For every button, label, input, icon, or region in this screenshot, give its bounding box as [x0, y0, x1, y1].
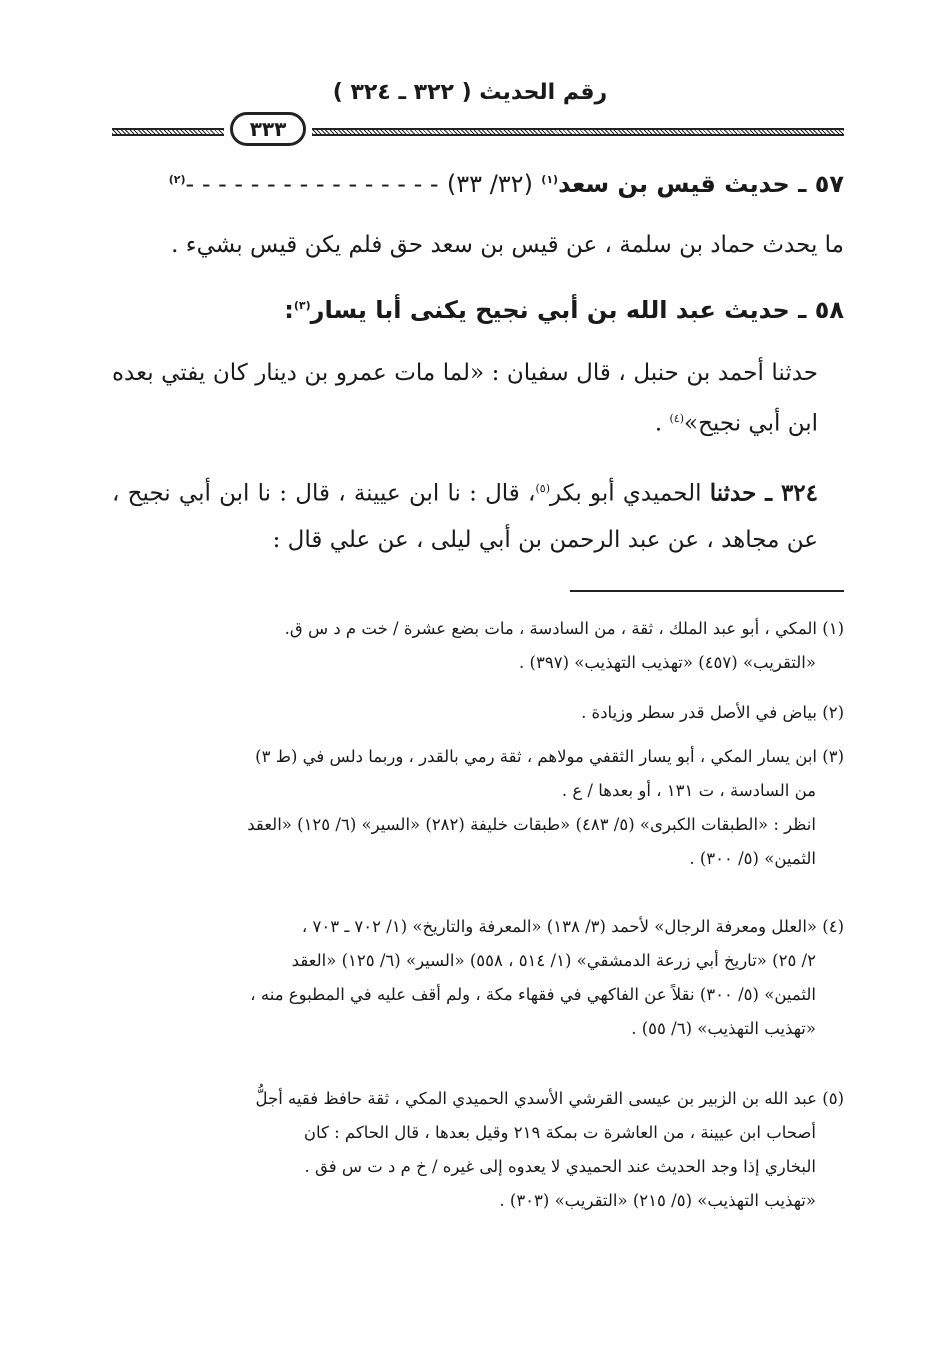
footnote-separator: [570, 590, 844, 592]
footnote-ref: (٢): [168, 173, 186, 186]
footnote-ref: (٥): [535, 482, 550, 495]
running-title: رقم الحديث ( ٣٢٢ ـ ٣٢٤ ): [332, 80, 608, 105]
footnote-line: «تهذيب التهذيب» (٥/ ٢١٥) «التقريب» (٣٠٣) .: [499, 1191, 816, 1210]
footnote-line: (٢) بياض في الأصل قدر سطر وزيادة .: [581, 703, 844, 722]
period: .: [654, 410, 663, 437]
footnote-3: [112, 740, 844, 876]
hadith-number: ٣٢٤ ـ حدثنا: [709, 479, 818, 507]
paragraph: [112, 350, 844, 447]
ornamental-rule-left: [112, 128, 224, 136]
footnote-line: البخاري إذا وجد الحديث عند الحميدي لا يعدوه إلى غيره / خ م د ت س فق .: [304, 1157, 816, 1176]
hadith-text: الحميدي أبو بكر: [549, 480, 702, 507]
footnote-ref: (٣): [293, 299, 311, 312]
section-58-heading: [112, 296, 844, 324]
footnote-line: (٤) «العلل ومعرفة الرجال» لأحمد (٣/ ١٣٨) «المعرفة والتاريخ» (١/ ٧٠٢ ـ ٧٠٣ ،: [301, 917, 844, 936]
section-57-heading: [112, 170, 844, 198]
footnote-line: «التقريب» (٤٥٧) «تهذيب التهذيب» (٣٩٧) .: [519, 653, 816, 672]
hadith-324: [112, 466, 844, 563]
citation: (٣٢/ ٣٣): [446, 170, 533, 198]
footnote-line: «تهذيب التهذيب» (٦/ ٥٥) .: [631, 1019, 816, 1038]
page-number: ٣٣٣: [230, 112, 306, 146]
footnote-line: (١) المكي ، أبو عبد الملك ، ثقة ، من السادسة ، مات بضع عشرة / خت م د س ق.: [284, 619, 844, 638]
paragraph: ما يحدث حماد بن سلمة ، عن قيس بن سعد حق فلم يكن قيس بشيء .: [171, 232, 844, 258]
footnote-5: [112, 1082, 844, 1218]
footnote-line: أصحاب ابن عيينة ، من العاشرة ت بمكة ٢١٩ وقيل بعدها ، قال الحاكم : كان: [303, 1123, 816, 1142]
footnote-line: (٣) ابن يسار المكي ، أبو يسار الثقفي مولاهم ، ثقة رمي بالقدر ، وربما دلس في (ط ٣): [255, 747, 844, 766]
heading-text: ٥٧ ـ حديث قيس بن سعد: [558, 170, 844, 198]
footnote-line: الثمين» (٥/ ٣٠٠) .: [689, 849, 816, 868]
footnote-ref: (١): [541, 173, 559, 186]
hadith-text: ، قال : نا ابن عيينة ، قال : نا ابن أبي نجيح ، عن مجاهد ، عن عبد الرحمن بن أبي ليلى ، عن علي قال :: [112, 480, 818, 553]
footnote-2: [112, 696, 844, 730]
footnote-1: [112, 612, 844, 680]
heading-colon: :: [284, 296, 294, 324]
ornamental-rule-right: [312, 128, 844, 136]
heading-text: ٥٨ ـ حديث عبد الله بن أبي نجيح يكنى أبا يسار: [310, 296, 844, 324]
footnote-line: ٢/ ٢٥) «تاريخ أبي زرعة الدمشقي» (١/ ٥١٤ ، ٥٥٨) «السير» (٦/ ١٢٥) «العقد: [291, 951, 816, 970]
footnote-4: [112, 910, 844, 1046]
footnote-line: انظر : «الطبقات الكبرى» (٥/ ٤٨٣) «طبقات خليفة (٢٨٢) «السير» (٦/ ١٢٥) «العقد: [247, 815, 816, 834]
paragraph-text: حدثنا أحمد بن حنبل ، قال سفيان : «لما مات عمرو بن دينار كان يفتي بعده ابن أبي نجيح»: [112, 360, 818, 437]
blank-dashes: - - - - - - - - - - - - - - - -: [185, 170, 439, 198]
footnote-ref: (٤): [669, 412, 684, 425]
header-rule: [112, 112, 844, 152]
footnote-line: من السادسة ، ت ١٣١ ، أو بعدها / ع .: [561, 781, 816, 800]
footnote-line: (٥) عبد الله بن الزبير بن عيسى القرشي الأسدي الحميدي المكي ، ثقة حافظ فقيه أجلُّ: [255, 1089, 844, 1108]
footnote-line: الثمين» (٥/ ٣٠٠) نقلاً عن الفاكهي في فقهاء مكة ، ولم أقف عليه في المطبوع منه ،: [250, 985, 816, 1004]
